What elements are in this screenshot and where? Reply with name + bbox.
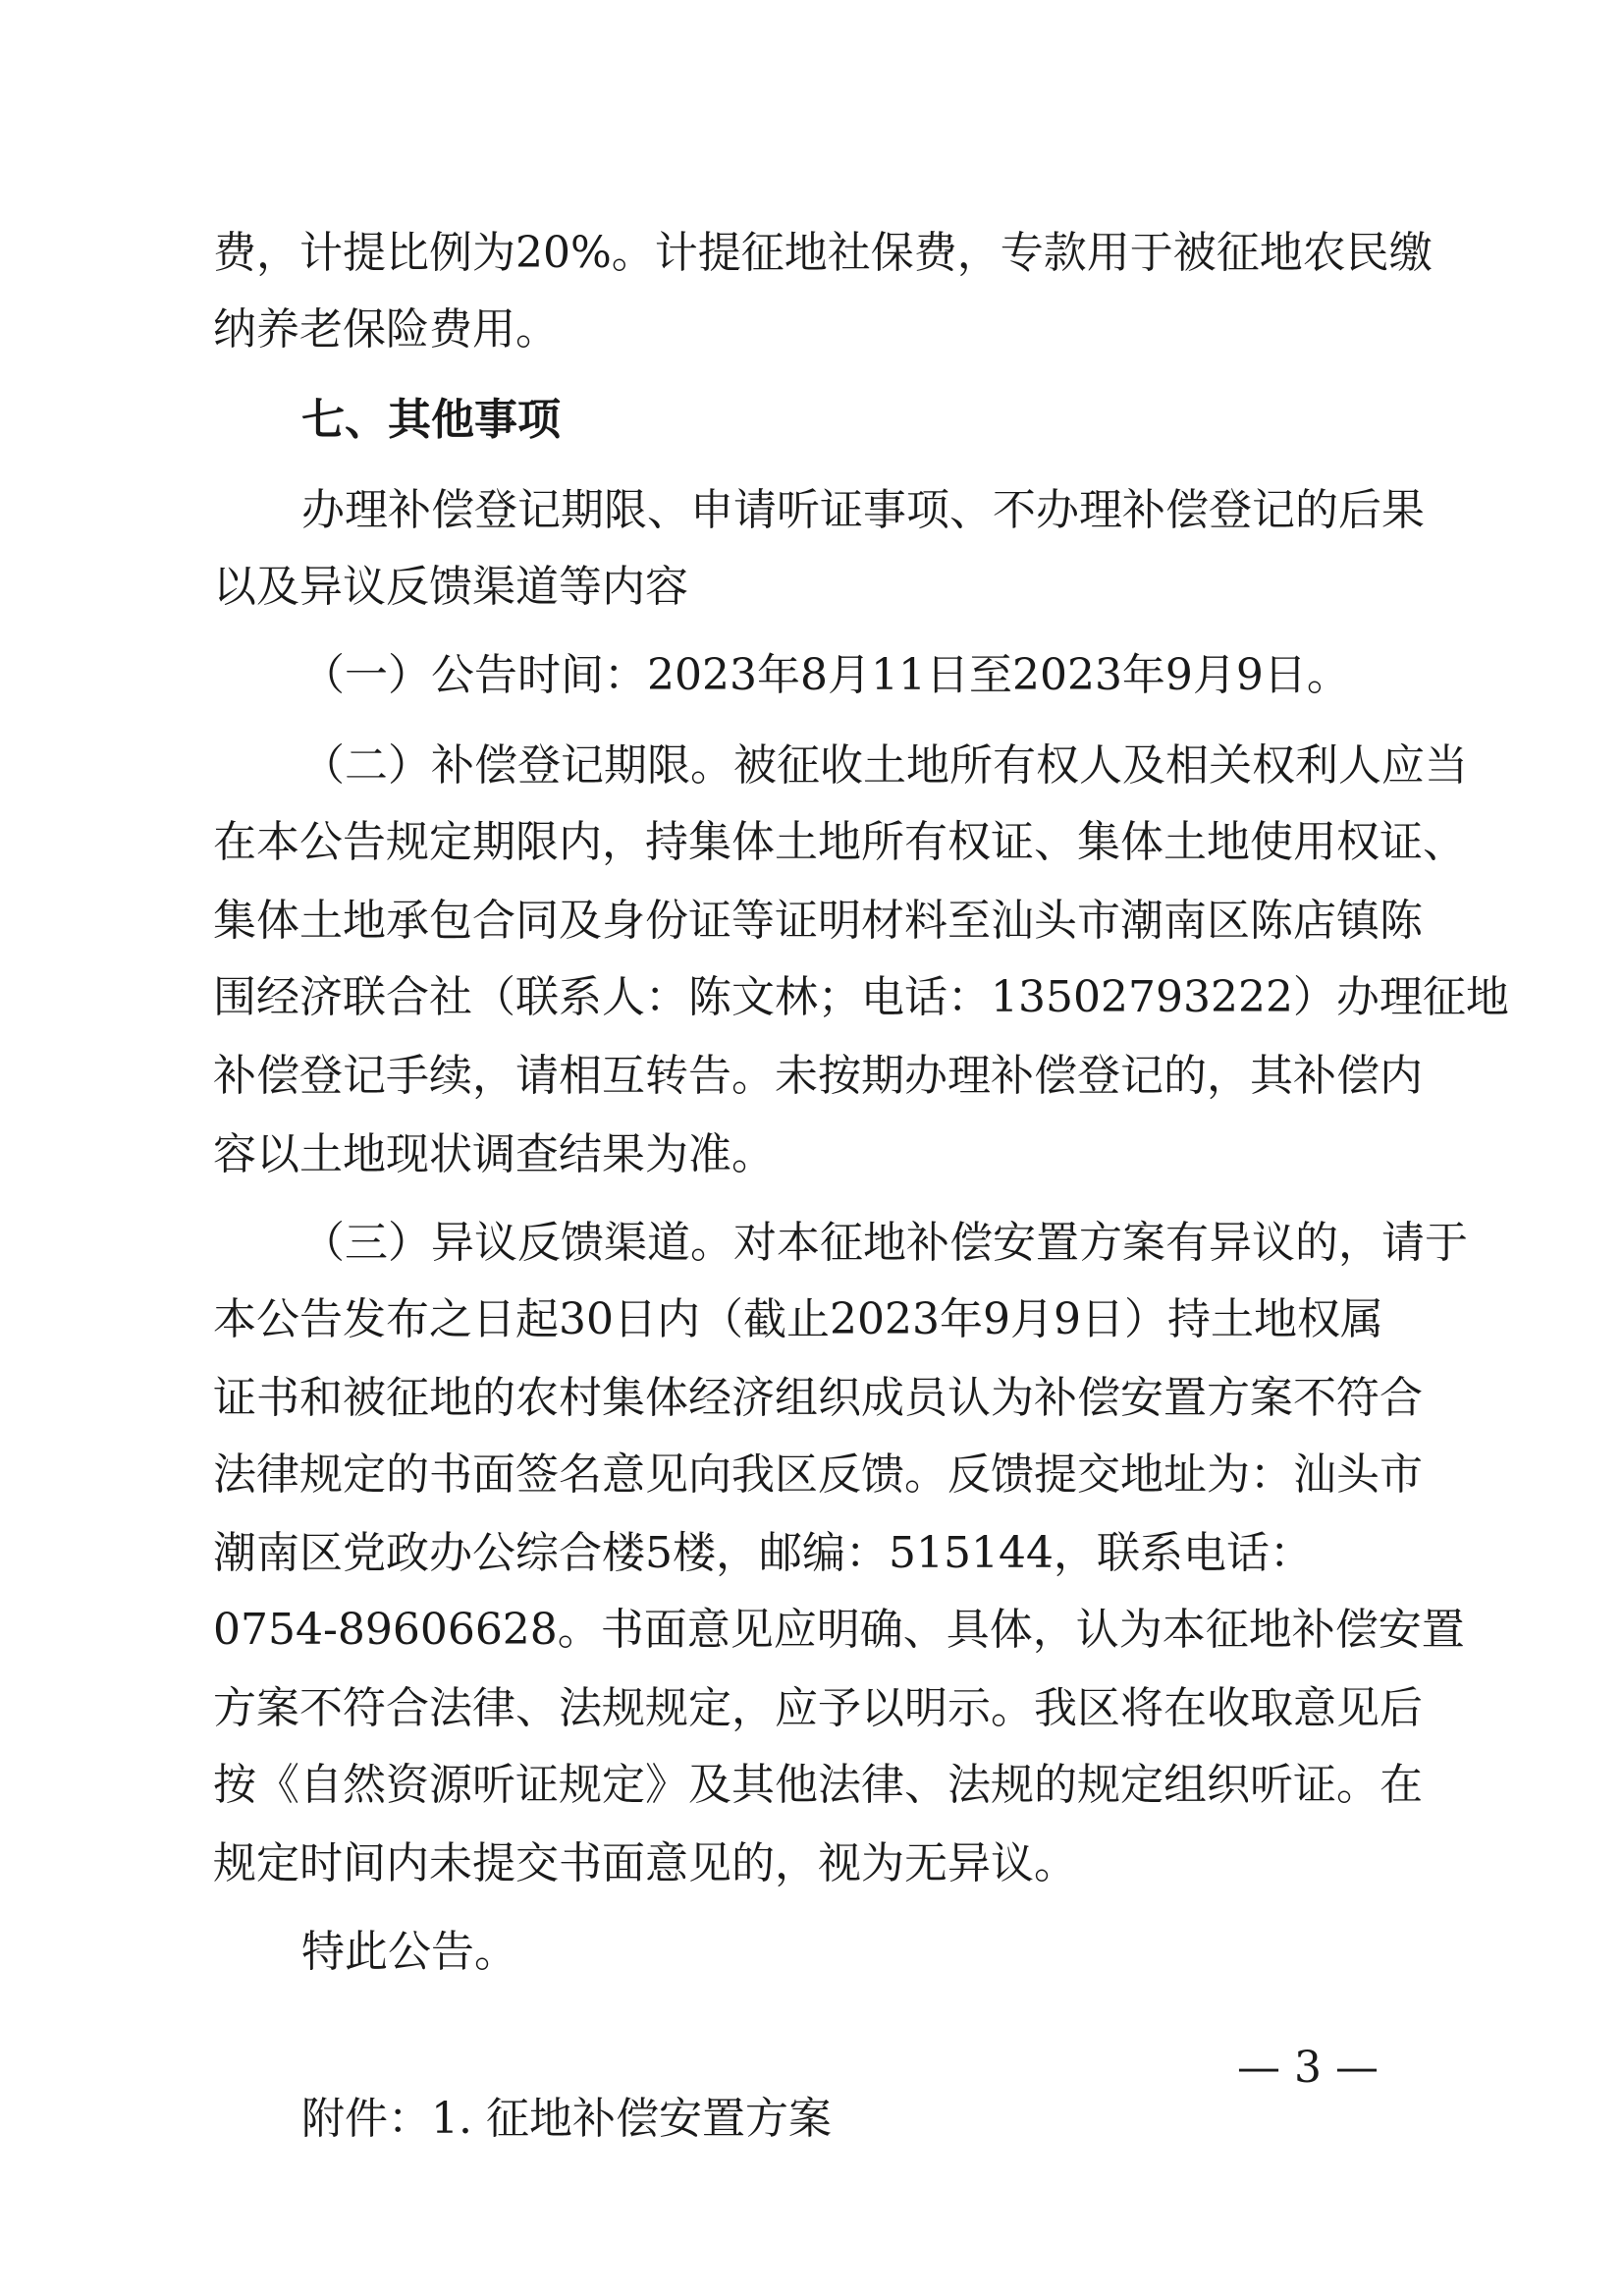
text-line: 证书和被征地的农村集体经济组织成员认为补偿安置方案不符合 xyxy=(213,1373,1423,1423)
closing-text: 特此公告。 xyxy=(301,1927,517,1977)
text-line: （二）补偿登记期限。被征收土地所有权人及相关权利人应当 xyxy=(301,740,1468,791)
text-line: （三）异议反馈渠道。对本征地补偿安置方案有异议的，请于 xyxy=(301,1218,1468,1268)
page-number: — 3 — xyxy=(1237,2043,1379,2093)
text-line: 本公告发布之日起30日内（截止2023年9月9日）持土地权属 xyxy=(213,1294,1383,1344)
text-line: 补偿登记手续，请相互转告。未按期办理补偿登记的，其补偿内 xyxy=(213,1051,1423,1101)
announcement-time: （一）公告时间：2023年8月11日至2023年9月9日。 xyxy=(301,650,1350,700)
text-line: 方案不符合法律、法规规定，应予以明示。我区将在收取意见后 xyxy=(213,1683,1423,1733)
text-line: 在本公告规定期限内，持集体土地所有权证、集体土地使用权证、 xyxy=(213,817,1466,867)
attachment-line: 附件：1. 征地补偿安置方案 xyxy=(301,2094,832,2144)
text-line: 规定时间内未提交书面意见的，视为无异议。 xyxy=(213,1838,1077,1888)
text-line: 办理补偿登记期限、申请听证事项、不办理补偿登记的后果 xyxy=(301,485,1425,535)
text-line: 纳养老保险费用。 xyxy=(213,304,559,355)
section-heading: 七、其他事项 xyxy=(301,395,561,445)
text-line: 费，计提比例为20%。计提征地社保费，专款用于被征地农民缴 xyxy=(213,228,1433,278)
contact-line: 围经济联合社（联系人：陈文林；电话：13502793222）办理征地 xyxy=(213,972,1509,1022)
text-line: 以及异议反馈渠道等内容 xyxy=(213,562,688,612)
text-line: 法律规定的书面签名意见向我区反馈。反馈提交地址为：汕头市 xyxy=(213,1449,1423,1500)
text-line: 按《自然资源听证规定》及其他法律、法规的规定组织听证。在 xyxy=(213,1760,1423,1810)
address-line: 潮南区党政办公综合楼5楼，邮编：515144，联系电话： xyxy=(213,1528,1313,1578)
phone-line: 0754-89606628。书面意见应明确、具体，认为本征地补偿安置 xyxy=(213,1605,1465,1655)
text-line: 容以土地现状调查结果为准。 xyxy=(213,1129,775,1179)
text-line: 集体土地承包合同及身份证等证明材料至汕头市潮南区陈店镇陈 xyxy=(213,896,1423,946)
